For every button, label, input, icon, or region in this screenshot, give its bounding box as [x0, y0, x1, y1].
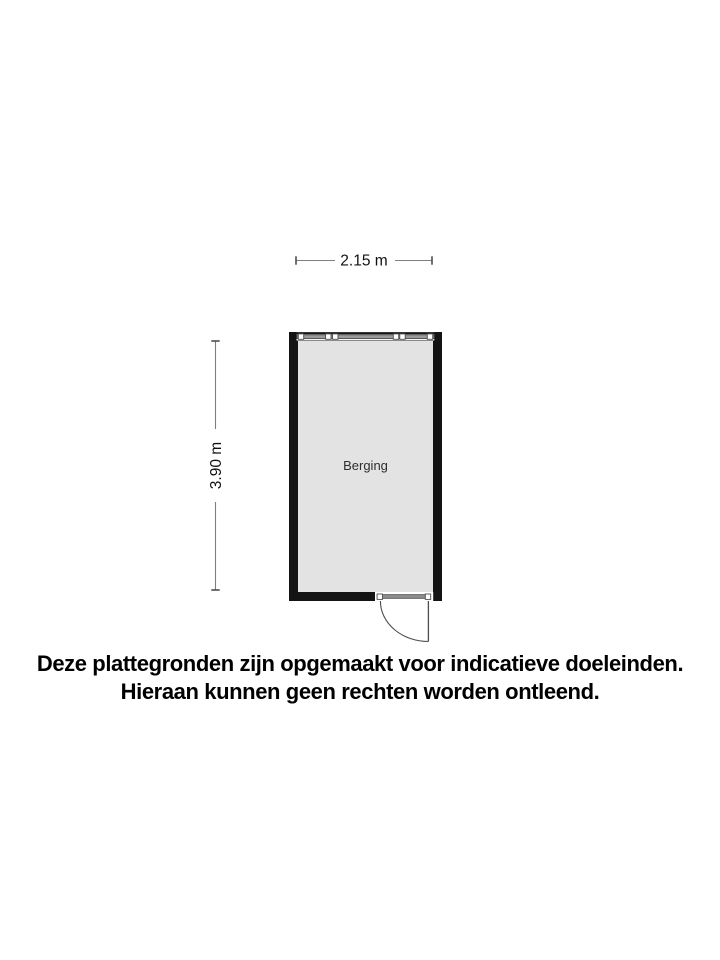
window-frame-post [298, 334, 303, 339]
window [289, 332, 442, 340]
room-label: Berging [343, 458, 388, 473]
window-glass [297, 335, 434, 339]
door-swing-arc [380, 601, 428, 642]
window-frame-post [333, 334, 338, 339]
height-dimension-label: 3.90 m [208, 441, 225, 490]
window-frame-post [326, 334, 331, 339]
width-dimension [296, 253, 432, 270]
window-frame-post [427, 334, 432, 339]
room-berging [289, 332, 442, 642]
disclaimer [0, 650, 720, 705]
door-frame-post [425, 594, 430, 599]
disclaimer-line-1: Deze plattegronden zijn opgemaakt voor indicatieve doeleinden. [36, 651, 684, 676]
width-dimension-label: 2.15 m [340, 252, 388, 270]
height-dimension [208, 341, 225, 590]
door-frame-post [377, 594, 382, 599]
window-frame-post [400, 334, 405, 339]
disclaimer-line-2: Hieraan kunnen geen rechten worden ontleend. [120, 678, 600, 704]
door [375, 592, 433, 642]
door-threshold [377, 595, 430, 599]
window-frame-post [393, 334, 398, 339]
